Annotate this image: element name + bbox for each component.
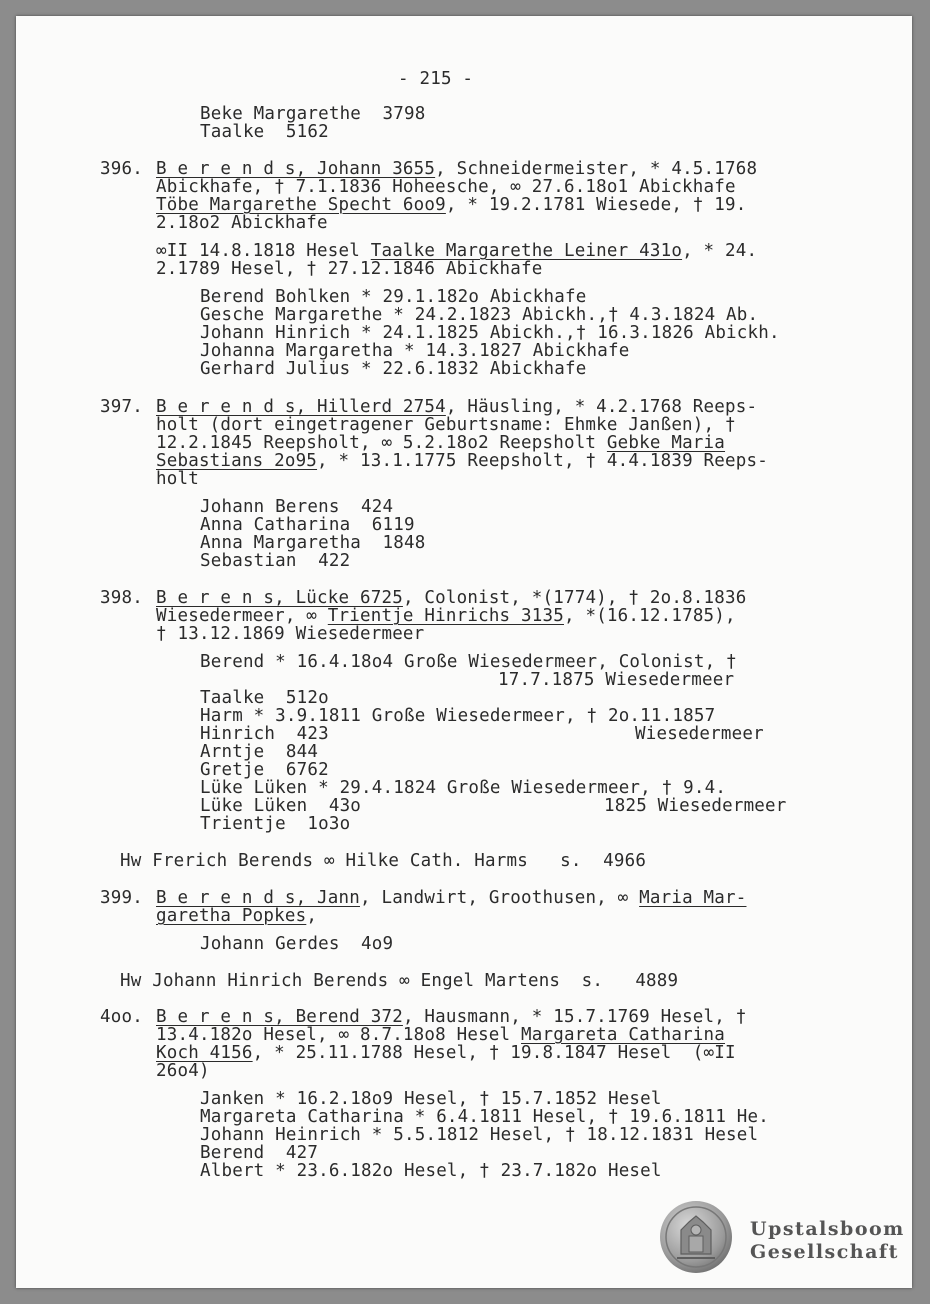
entry-396-line-5: ∞II 14.8.1818 Hesel Taalke Margarethe Leiner 431o, * 24. <box>156 241 758 261</box>
entry-398-line-1: B e r e n s, Lücke 6725, Colonist, *(1774), † 2o.8.1836 <box>156 588 747 608</box>
entry-398-line-2: Wiesedermeer, ∞ Trientje Hinrichs 3135, *(16.12.1785), <box>156 606 736 626</box>
child-entry: Berend Bohlken * 29.1.182o Abickhafe <box>200 287 587 307</box>
entry-398-spouse: Trientje Hinrichs 3135 <box>327 606 564 626</box>
entry-number-400: 4oo. <box>100 1007 143 1027</box>
entry-397-line-3: 12.2.1845 Reepsholt, ∞ 5.2.18o2 Reepsholt Gebke Maria <box>156 433 726 453</box>
child-entry: Janken * 16.2.18o9 Hesel, † 15.7.1852 Hesel <box>200 1089 662 1109</box>
child-entry: Anna Margaretha 1848 <box>200 533 426 553</box>
entry-397-line-1: B e r e n d s, Hillerd 2754, Häusling, * 4.2.1768 Reeps- <box>156 397 758 417</box>
child-entry: Margareta Catharina * 6.4.1811 Hesel, † 19.6.1811 He. <box>200 1107 770 1127</box>
child-entry: Anna Catharina 6119 <box>200 515 415 535</box>
entry-397-spouse: Gebke Maria <box>606 433 726 453</box>
entry-398-name: B e r e n s, Lücke 6725 <box>156 588 403 608</box>
entry-399-spouse: Maria Mar- <box>639 888 747 908</box>
child-entry: Hinrich 423 <box>200 724 329 744</box>
child-entry: Johann Heinrich * 5.5.1812 Hesel, † 18.12.1831 Hesel <box>200 1125 759 1145</box>
entry-397-spouse-cont: Sebastians 2o95 <box>156 451 318 471</box>
child-entry: Taalke 5162 <box>200 122 329 142</box>
entry-400-spouse: Margareta Catharina <box>521 1025 726 1045</box>
hw-entry-johann-hinrich: Hw Johann Hinrich Berends ∞ Engel Martens s. 4889 <box>120 971 679 991</box>
entry-397-line-5: holt <box>156 469 199 489</box>
child-entry: Sebastian 422 <box>200 551 351 571</box>
entry-396-spouse: Töbe Margarethe Specht 6oo9 <box>156 195 446 215</box>
entry-400-line-4: 26o4) <box>156 1061 210 1081</box>
child-entry: Gerhard Julius * 22.6.1832 Abickhafe <box>200 359 587 379</box>
entry-399-name: B e r e n d s, Jann <box>156 888 360 908</box>
child-entry: Beke Margarethe 3798 <box>200 104 426 124</box>
entry-number-399: 399. <box>100 888 143 908</box>
hw-entry-frerich: Hw Frerich Berends ∞ Hilke Cath. Harms s. 4966 <box>120 851 647 871</box>
child-entry-cont: Wiesedermeer <box>635 724 764 744</box>
entry-399-line-2: garetha Popkes, <box>156 906 318 926</box>
child-entry-cont: 1825 Wiesedermeer <box>604 796 787 816</box>
child-entry: Arntje 844 <box>200 742 319 762</box>
child-entry: Harm * 3.9.1811 Große Wiesedermeer, † 2o.11.1857 <box>200 706 716 726</box>
child-entry-cont: 17.7.1875 Wiesedermeer <box>498 670 735 690</box>
entry-400-name: B e r e n s, Berend 372 <box>156 1007 403 1027</box>
entry-398-line-3: † 13.12.1869 Wiesedermeer <box>156 624 425 644</box>
entry-400-line-2: 13.4.182o Hesel, ∞ 8.7.18o8 Hesel Margareta Catharina <box>156 1025 726 1045</box>
page-number: - 215 - <box>398 69 474 89</box>
entry-396-line-3: Töbe Margarethe Specht 6oo9, * 19.2.1781 Wiesede, † 19. <box>156 195 747 215</box>
entry-400-spouse-cont: Koch 4156 <box>156 1043 253 1063</box>
entry-number-396: 396. <box>100 159 143 179</box>
child-entry: Lüke Lüken 43o <box>200 796 362 816</box>
entry-399-spouse-cont: garetha Popkes <box>156 906 307 926</box>
brand-line-2: Gesellschaft <box>750 1241 899 1263</box>
child-entry: Gretje 6762 <box>200 760 329 780</box>
child-entry: Taalke 512o <box>200 688 329 708</box>
brand-name <box>750 1218 905 1264</box>
brand-line-1: Upstalsboom <box>750 1218 905 1240</box>
child-entry: Johann Berens 424 <box>200 497 394 517</box>
child-entry: Johann Hinrich * 24.1.1825 Abickh.,† 16.3.1826 Abickh. <box>200 323 780 343</box>
document-page <box>16 16 912 1288</box>
entry-400-line-3: Koch 4156, * 25.11.1788 Hesel, † 19.8.1847 Hesel (∞II <box>156 1043 736 1063</box>
entry-399-line-1: B e r e n d s, Jann, Landwirt, Groothusen, ∞ Maria Mar- <box>156 888 747 908</box>
entry-number-397: 397. <box>100 397 143 417</box>
entry-396-line-6: 2.1789 Hesel, † 27.12.1846 Abickhafe <box>156 259 543 279</box>
entry-396-name: B e r e n d s, Johann 3655 <box>156 159 436 179</box>
entry-400-line-1: B e r e n s, Berend 372, Hausmann, * 15.7.1769 Hesel, † <box>156 1007 747 1027</box>
entry-number-398: 398. <box>100 588 143 608</box>
entry-396-line-1: B e r e n d s, Johann 3655, Schneidermeister, * 4.5.1768 <box>156 159 758 179</box>
child-entry: Johanna Margaretha * 14.3.1827 Abickhafe <box>200 341 630 361</box>
child-entry: Johann Gerdes 4o9 <box>200 934 394 954</box>
seal-logo-icon <box>659 1200 733 1274</box>
child-entry: Berend 427 <box>200 1143 319 1163</box>
child-entry: Berend * 16.4.18o4 Große Wiesedermeer, Colonist, † <box>200 652 737 672</box>
entry-396-line-2: Abickhafe, † 7.1.1836 Hoheesche, ∞ 27.6.18o1 Abickhafe <box>156 177 736 197</box>
entry-397-line-2: holt (dort eingetragener Geburtsname: Ehmke Janßen), † <box>156 415 736 435</box>
entry-396-line-4: 2.18o2 Abickhafe <box>156 213 328 233</box>
child-entry: Gesche Margarethe * 24.2.1823 Abickh.,† 4.3.1824 Ab. <box>200 305 759 325</box>
child-entry: Trientje 1o3o <box>200 814 351 834</box>
entry-396-spouse-2: Taalke Margarethe Leiner 431o <box>370 241 683 261</box>
entry-397-line-4: Sebastians 2o95, * 13.1.1775 Reepsholt, † 4.4.1839 Reeps- <box>156 451 768 471</box>
child-entry: Albert * 23.6.182o Hesel, † 23.7.182o Hesel <box>200 1161 662 1181</box>
entry-397-name: B e r e n d s, Hillerd 2754 <box>156 397 446 417</box>
child-entry: Lüke Lüken * 29.4.1824 Große Wiesedermeer, † 9.4. <box>200 778 727 798</box>
